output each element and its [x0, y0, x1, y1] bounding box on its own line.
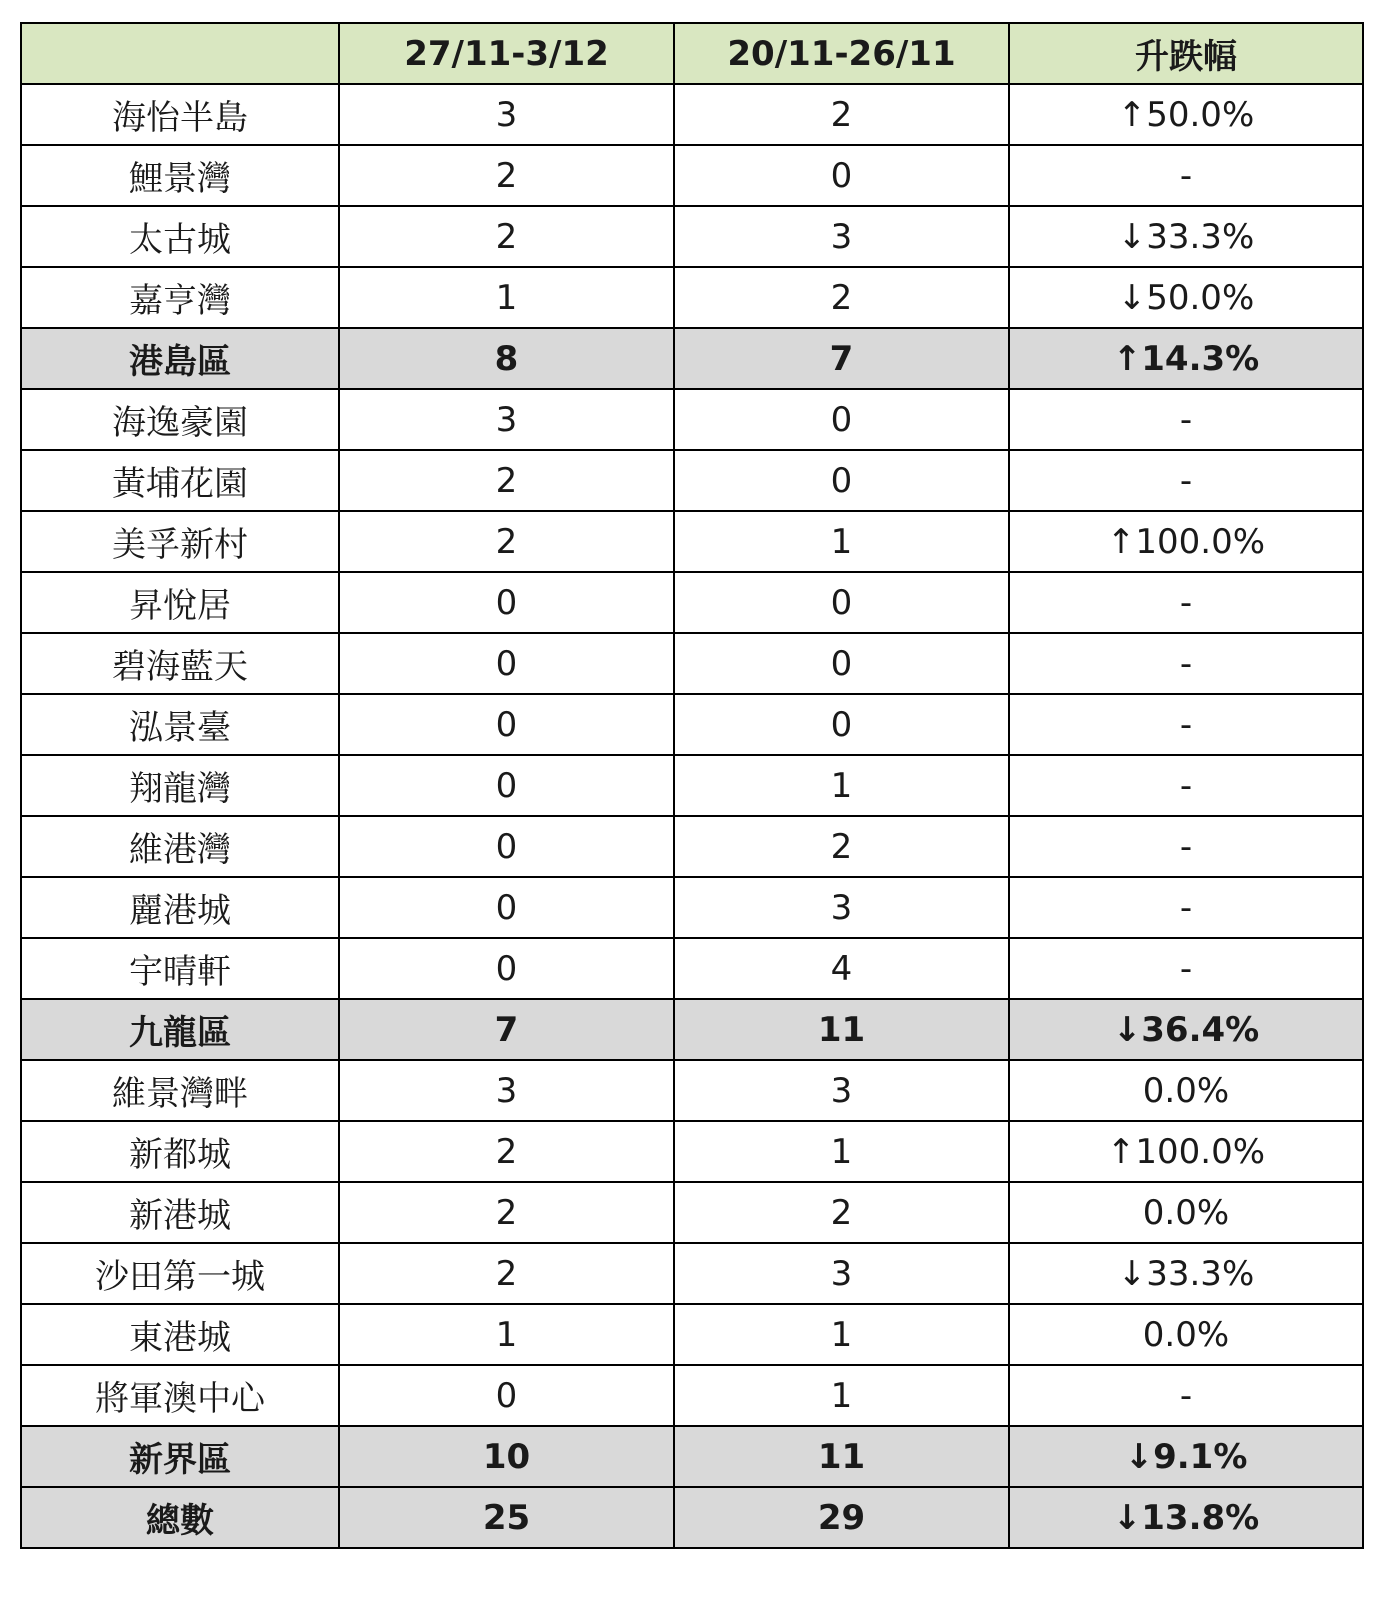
estate-name-cell: 鯉景灣	[21, 145, 339, 206]
previous-week-cell: 0	[674, 572, 1009, 633]
change-cell: 0.0%	[1009, 1060, 1363, 1121]
table-row	[21, 816, 1363, 877]
estate-name-cell: 碧海藍天	[21, 633, 339, 694]
current-week-cell: 1	[339, 267, 674, 328]
subtotal-row	[21, 328, 1363, 389]
change-cell: ↑100.0%	[1009, 511, 1363, 572]
change-cell: ↓50.0%	[1009, 267, 1363, 328]
header-estate	[21, 23, 339, 84]
table-row	[21, 1121, 1363, 1182]
table-row	[21, 267, 1363, 328]
estate-name-cell: 將軍澳中心	[21, 1365, 339, 1426]
table-row	[21, 1365, 1363, 1426]
estate-name-cell: 泓景臺	[21, 694, 339, 755]
estate-name-cell: 維港灣	[21, 816, 339, 877]
current-week-cell: 3	[339, 389, 674, 450]
change-cell: -	[1009, 389, 1363, 450]
current-week-cell: 0	[339, 572, 674, 633]
current-week-cell: 0	[339, 816, 674, 877]
previous-week-cell: 1	[674, 511, 1009, 572]
previous-week-cell: 3	[674, 206, 1009, 267]
estate-name-cell: 港島區	[21, 328, 339, 389]
change-cell: ↓36.4%	[1009, 999, 1363, 1060]
previous-week-cell: 2	[674, 816, 1009, 877]
previous-week-cell: 0	[674, 633, 1009, 694]
estate-name-cell: 翔龍灣	[21, 755, 339, 816]
previous-week-cell: 11	[674, 999, 1009, 1060]
estate-name-cell: 太古城	[21, 206, 339, 267]
subtotal-row	[21, 1426, 1363, 1487]
estate-name-cell: 海逸豪園	[21, 389, 339, 450]
change-cell: ↑14.3%	[1009, 328, 1363, 389]
change-cell: ↓33.3%	[1009, 206, 1363, 267]
previous-week-cell: 3	[674, 877, 1009, 938]
previous-week-cell: 0	[674, 694, 1009, 755]
header-change: 升跌幅	[1009, 23, 1363, 84]
change-cell: 0.0%	[1009, 1304, 1363, 1365]
estate-name-cell: 東港城	[21, 1304, 339, 1365]
current-week-cell: 8	[339, 328, 674, 389]
change-cell: -	[1009, 572, 1363, 633]
table-row	[21, 1060, 1363, 1121]
current-week-cell: 0	[339, 694, 674, 755]
estate-name-cell: 美孚新村	[21, 511, 339, 572]
subtotal-row	[21, 1487, 1363, 1548]
change-cell: -	[1009, 450, 1363, 511]
current-week-cell: 0	[339, 755, 674, 816]
current-week-cell: 25	[339, 1487, 674, 1548]
table-row	[21, 1182, 1363, 1243]
estate-name-cell: 新都城	[21, 1121, 339, 1182]
change-cell: -	[1009, 816, 1363, 877]
previous-week-cell: 0	[674, 450, 1009, 511]
transactions-table	[20, 22, 1364, 1549]
previous-week-cell: 0	[674, 145, 1009, 206]
previous-week-cell: 3	[674, 1060, 1009, 1121]
previous-week-cell: 3	[674, 1243, 1009, 1304]
estate-name-cell: 九龍區	[21, 999, 339, 1060]
current-week-cell: 1	[339, 1304, 674, 1365]
change-cell: -	[1009, 877, 1363, 938]
estate-name-cell: 黃埔花園	[21, 450, 339, 511]
change-cell: 0.0%	[1009, 1182, 1363, 1243]
table-row	[21, 145, 1363, 206]
change-cell: -	[1009, 145, 1363, 206]
previous-week-cell: 4	[674, 938, 1009, 999]
previous-week-cell: 2	[674, 1182, 1009, 1243]
estate-name-cell: 海怡半島	[21, 84, 339, 145]
current-week-cell: 0	[339, 938, 674, 999]
table-row	[21, 877, 1363, 938]
previous-week-cell: 11	[674, 1426, 1009, 1487]
change-cell: ↓33.3%	[1009, 1243, 1363, 1304]
estate-name-cell: 新界區	[21, 1426, 339, 1487]
estate-name-cell: 新港城	[21, 1182, 339, 1243]
change-cell: -	[1009, 755, 1363, 816]
change-cell: ↓13.8%	[1009, 1487, 1363, 1548]
table-row	[21, 1304, 1363, 1365]
table-row	[21, 84, 1363, 145]
table-row	[21, 755, 1363, 816]
table-row	[21, 694, 1363, 755]
previous-week-cell: 1	[674, 1304, 1009, 1365]
estate-name-cell: 沙田第一城	[21, 1243, 339, 1304]
change-cell: -	[1009, 938, 1363, 999]
current-week-cell: 2	[339, 1121, 674, 1182]
change-cell: ↓9.1%	[1009, 1426, 1363, 1487]
estate-name-cell: 麗港城	[21, 877, 339, 938]
estate-name-cell: 宇晴軒	[21, 938, 339, 999]
previous-week-cell: 29	[674, 1487, 1009, 1548]
current-week-cell: 10	[339, 1426, 674, 1487]
previous-week-cell: 2	[674, 84, 1009, 145]
previous-week-cell: 1	[674, 1121, 1009, 1182]
table-row	[21, 938, 1363, 999]
current-week-cell: 2	[339, 450, 674, 511]
table-row	[21, 389, 1363, 450]
table-row	[21, 206, 1363, 267]
table-row	[21, 450, 1363, 511]
previous-week-cell: 0	[674, 389, 1009, 450]
previous-week-cell: 1	[674, 755, 1009, 816]
estate-name-cell: 昇悅居	[21, 572, 339, 633]
table-row	[21, 511, 1363, 572]
estate-name-cell: 嘉亨灣	[21, 267, 339, 328]
change-cell: -	[1009, 694, 1363, 755]
header-row	[21, 23, 1363, 84]
header-previous-week: 20/11-26/11	[674, 23, 1009, 84]
current-week-cell: 2	[339, 145, 674, 206]
table-row	[21, 572, 1363, 633]
header-current-week: 27/11-3/12	[339, 23, 674, 84]
previous-week-cell: 1	[674, 1365, 1009, 1426]
current-week-cell: 0	[339, 877, 674, 938]
table-body	[21, 84, 1363, 1548]
change-cell: ↑50.0%	[1009, 84, 1363, 145]
current-week-cell: 0	[339, 633, 674, 694]
estate-name-cell: 維景灣畔	[21, 1060, 339, 1121]
previous-week-cell: 2	[674, 267, 1009, 328]
subtotal-row	[21, 999, 1363, 1060]
table-row	[21, 1243, 1363, 1304]
estate-name-cell: 總數	[21, 1487, 339, 1548]
current-week-cell: 2	[339, 206, 674, 267]
current-week-cell: 3	[339, 1060, 674, 1121]
current-week-cell: 2	[339, 511, 674, 572]
previous-week-cell: 7	[674, 328, 1009, 389]
current-week-cell: 2	[339, 1182, 674, 1243]
table-row	[21, 633, 1363, 694]
change-cell: -	[1009, 633, 1363, 694]
change-cell: ↑100.0%	[1009, 1121, 1363, 1182]
current-week-cell: 0	[339, 1365, 674, 1426]
current-week-cell: 7	[339, 999, 674, 1060]
current-week-cell: 2	[339, 1243, 674, 1304]
change-cell: -	[1009, 1365, 1363, 1426]
current-week-cell: 3	[339, 84, 674, 145]
